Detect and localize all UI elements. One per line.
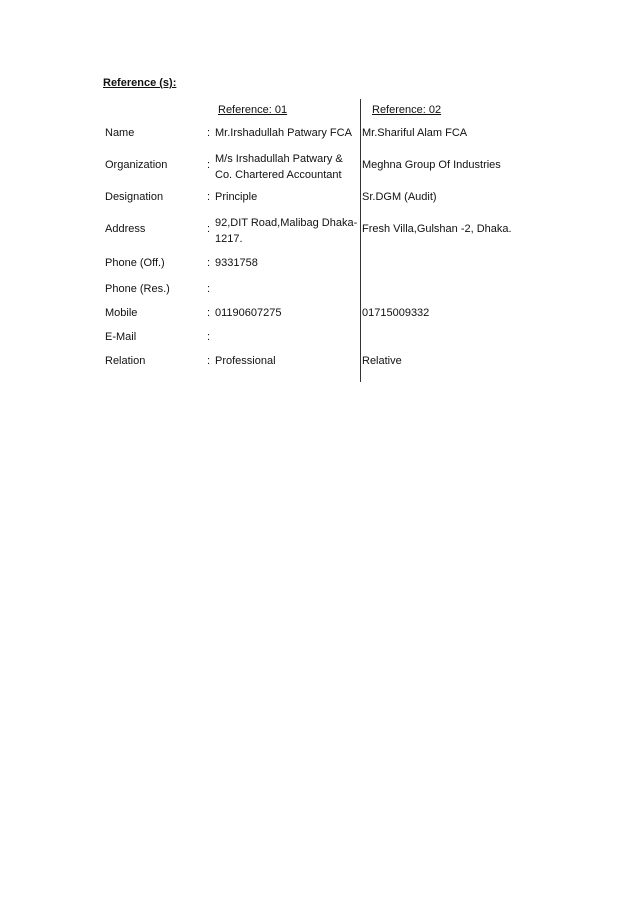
ref1-mobile: 01190607275 — [215, 307, 282, 319]
ref1-address-line2: 1217. — [215, 233, 243, 245]
colon: : — [207, 223, 211, 235]
colon: : — [207, 355, 211, 367]
colon: : — [207, 257, 211, 269]
ref2-name: Mr.Shariful Alam FCA — [362, 127, 468, 139]
reference-heading: Reference (s): — [103, 77, 177, 89]
colon: : — [207, 307, 211, 319]
label-organization: Organization — [105, 159, 168, 171]
ref1-organization-line1: M/s Irshadullah Patwary & — [215, 153, 343, 165]
ref2-organization: Meghna Group Of Industries — [362, 159, 501, 171]
ref2-designation: Sr.DGM (Audit) — [362, 191, 437, 203]
colon: : — [207, 191, 211, 203]
ref1-address — [215, 215, 357, 247]
colon: : — [207, 283, 211, 295]
ref2-address: Fresh Villa,Gulshan -2, Dhaka. — [362, 223, 512, 235]
label-name: Name — [105, 127, 135, 139]
ref1-designation: Principle — [215, 191, 258, 203]
ref2-mobile: 01715009332 — [362, 307, 430, 319]
ref1-name: Mr.Irshadullah Patwary FCA — [215, 127, 352, 139]
label-relation: Relation — [105, 355, 146, 367]
ref1-phone-off: 9331758 — [215, 257, 258, 269]
label-phone-res: Phone (Res.) — [105, 283, 170, 295]
ref1-relation: Professional — [215, 355, 276, 367]
label-address: Address — [105, 223, 146, 235]
colon: : — [207, 159, 211, 171]
column-divider — [360, 99, 361, 382]
ref1-address-line1: 92,DIT Road,Malibag Dhaka- — [215, 217, 358, 229]
label-phone-off: Phone (Off.) — [105, 257, 165, 269]
colon: : — [207, 127, 211, 139]
colon: : — [207, 331, 211, 343]
ref1-organization — [215, 151, 343, 183]
column-header-reference-01: Reference: 01 — [218, 104, 288, 116]
ref1-organization-line2: Co. Chartered Accountant — [215, 169, 342, 181]
column-header-reference-02: Reference: 02 — [372, 104, 442, 116]
label-email: E-Mail — [105, 331, 137, 343]
label-mobile: Mobile — [105, 307, 138, 319]
label-designation: Designation — [105, 191, 164, 203]
ref2-relation: Relative — [362, 355, 402, 367]
